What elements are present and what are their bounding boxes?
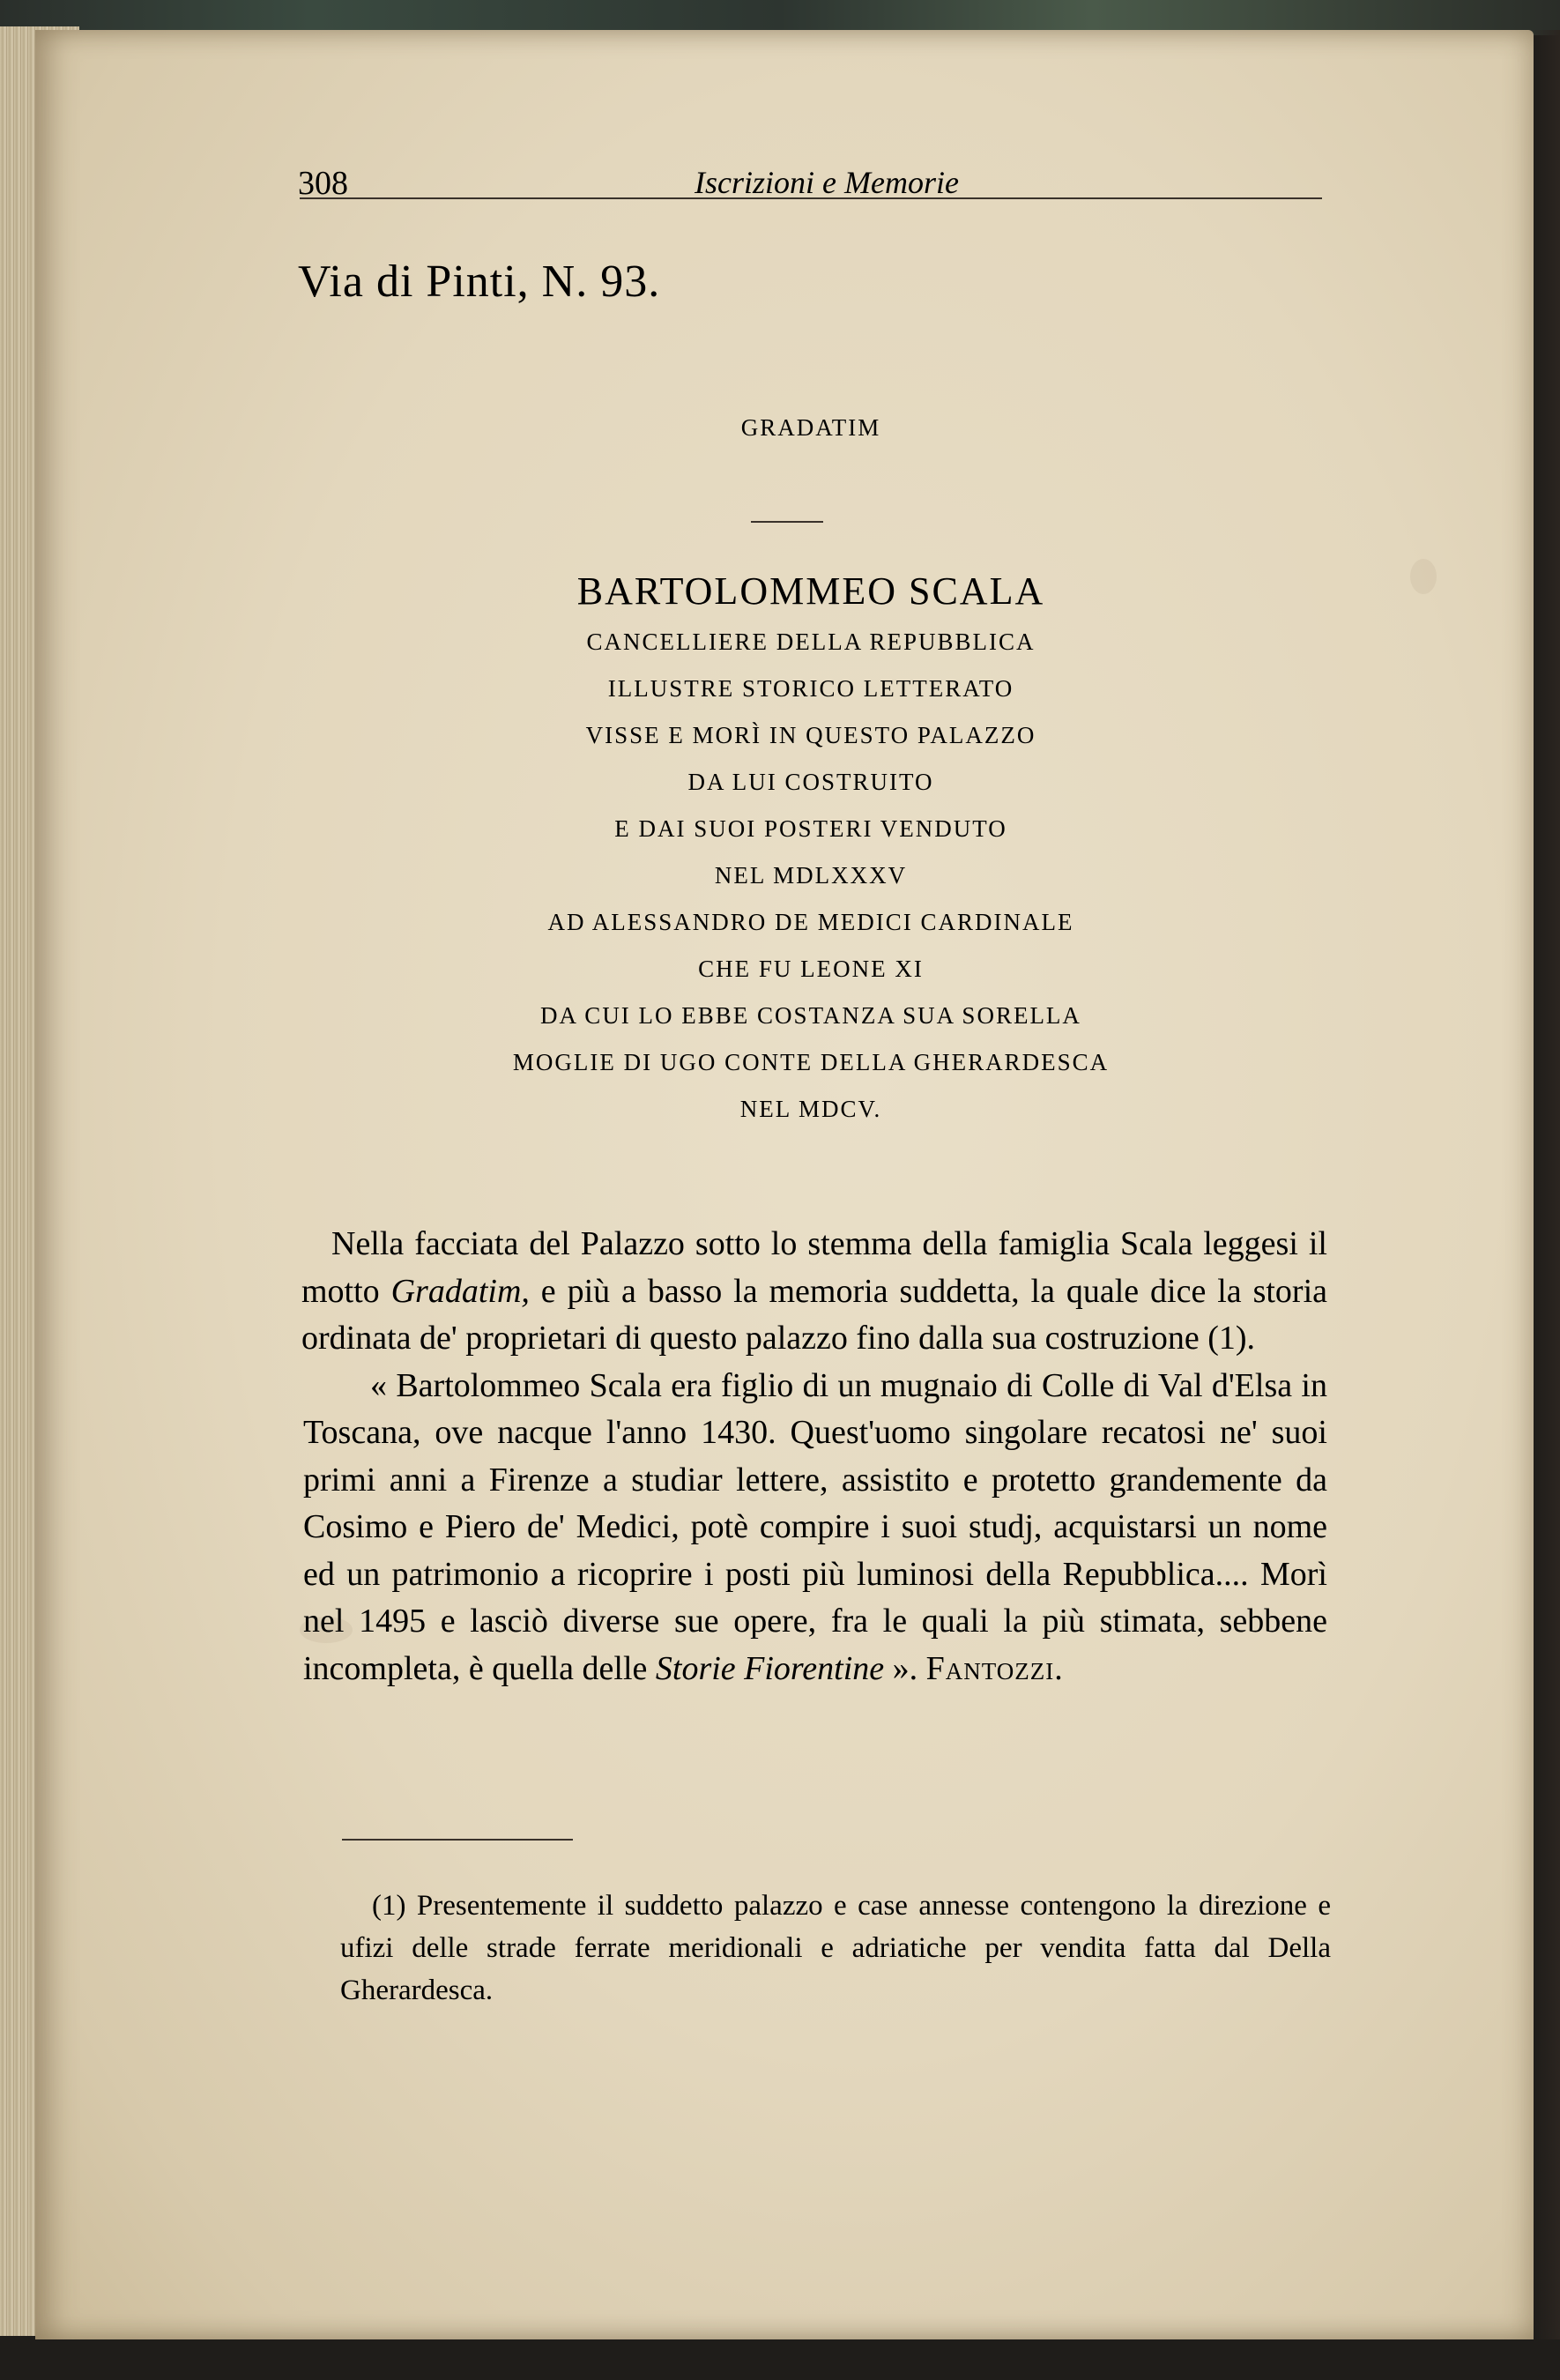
italic-title: Storie Fiorentine — [655, 1649, 885, 1687]
paragraph: Nella facciata del Palazzo sotto lo stemma della famiglia Scala leggesi il motto Gradatim, e più a basso la memoria suddetta, la quale dice la storia ordinata de' proprietari di questo palazzo fino dalla sua costruzione (1). — [301, 1225, 1327, 1357]
running-title: Iscrizioni e Memorie — [695, 165, 959, 200]
inscription-line: VISSE E MORÌ IN QUESTO PALAZZO — [585, 722, 1036, 748]
inscription-line: NEL MDLXXXV — [714, 862, 908, 889]
motto-divider — [751, 521, 823, 523]
paper-stain — [1410, 559, 1437, 594]
inscription-line: CHE FU LEONE XI — [698, 956, 924, 982]
inscription-line: DA LUI COSTRUITO — [687, 769, 934, 795]
motto: GRADATIM — [740, 414, 881, 441]
italic-motto: Gradatim, — [390, 1272, 530, 1310]
inscription-line: E DAI SUOI POSTERI VENDUTO — [614, 815, 1007, 842]
address-heading: Via di Pinti, N. 93. — [298, 257, 661, 307]
inscription-text — [300, 564, 1322, 1133]
page-header — [298, 139, 1320, 202]
inscription-line: MOGLIE DI UGO CONTE DELLA GHERARDESCA — [512, 1049, 1110, 1075]
inscription-name: BARTOLOMMEO SCALA — [576, 569, 1045, 613]
body-text — [301, 1221, 1327, 1692]
footnote: (1) Presentemente il suddetto palazzo e case annesse contengono la direzione e ufizi delle strade ferrate meridionali e adriatiche per vendita fatta dal Della Gherardesca. — [340, 1890, 1331, 2006]
inscription-line: AD ALESSANDRO DE MEDICI CARDINALE — [547, 909, 1074, 935]
paragraph: « Bartolommeo Scala era figlio di un mugnaio di Colle di Val d'Elsa in Toscana, ove nacque l'anno 1430. Quest'uomo singolare recatosi ne' suoi primi anni a Firenze a studiar lettere, assistito e protetto grandemente da Cosimo e Piero de' Medici, potè compire i suoi studj, acquistarsi un nome ed un patrimonio a ricoprire i posti più luminosi della Repubblica.... Morì nel 1495 e lasciò diverse sue opere, fra le quali la più stimata, sebbene incompleta, è quella delle Storie Fiorentine ». Fantozzi. — [303, 1366, 1327, 1687]
inscription-line: NEL MDCV. — [739, 1096, 882, 1122]
page-number: 308 — [298, 165, 348, 202]
inscription-line: ILLUSTRE STORICO LETTERATO — [607, 675, 1014, 702]
header-rule — [300, 197, 1322, 199]
inscription-line: CANCELLIERE DELLA REPUBBLICA — [586, 628, 1036, 655]
inscription-line: DA CUI LO EBBE COSTANZA SUA SORELLA — [540, 1002, 1081, 1029]
footnote-rule — [342, 1839, 573, 1841]
citation-author: Fantozzi. — [925, 1649, 1064, 1687]
page-gutter-shadow — [1534, 30, 1560, 2339]
